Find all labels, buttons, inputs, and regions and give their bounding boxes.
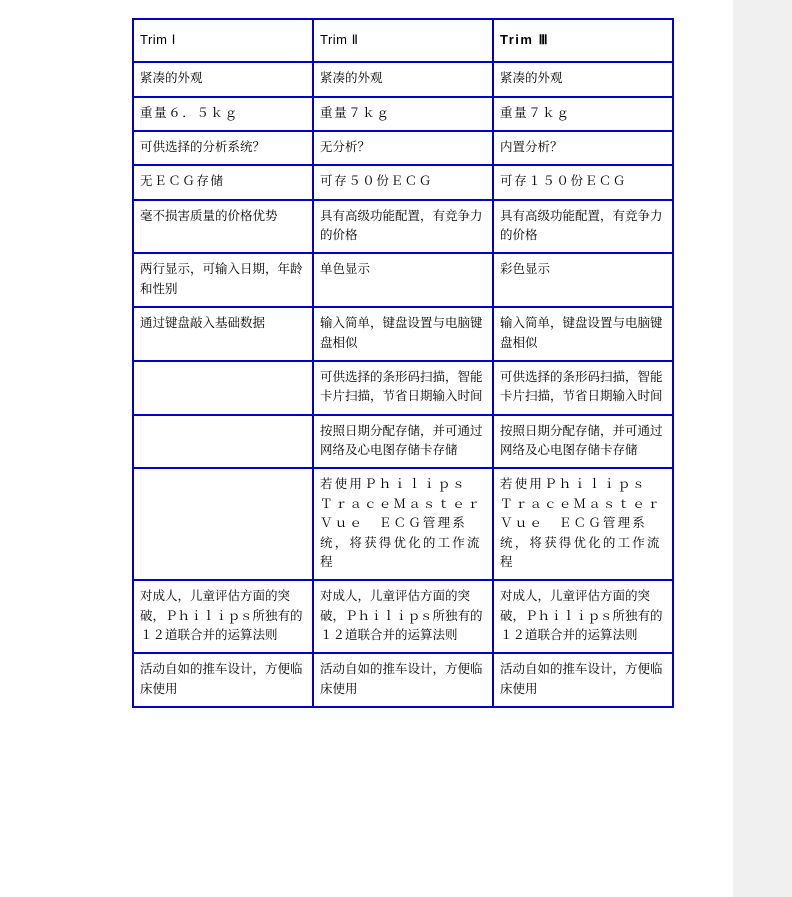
table-row bbox=[133, 253, 673, 307]
cell-input-trim3: 输入简单，键盘设置与电脑键盘相似 bbox=[493, 307, 673, 361]
cell-date-storage-trim1 bbox=[133, 415, 313, 469]
cell-tracemaster-trim1 bbox=[133, 468, 313, 580]
cell-algorithm-trim1: 对成人，儿童评估方面的突破，Ｐｈｉｌｉｐｓ所独有的１２道联合并的运算法则 bbox=[133, 580, 313, 653]
cell-cart-trim3: 活动自如的推车设计，方便临床使用 bbox=[493, 653, 673, 707]
cell-barcode-trim3: 可供选择的条形码扫描，智能卡片扫描，节省日期输入时间 bbox=[493, 361, 673, 415]
cell-cart-trim1: 活动自如的推车设计，方便临床使用 bbox=[133, 653, 313, 707]
table-row bbox=[133, 361, 673, 415]
cell-analysis-trim2: 无分析？ bbox=[313, 131, 493, 165]
cell-price-trim1: 毫不损害质量的价格优势 bbox=[133, 200, 313, 254]
trim-comparison-table bbox=[132, 18, 674, 708]
cell-tracemaster-trim3: 若使用Ｐｈｉｌｉｐｓ ＴｒａｃｅＭａｓｔｅｒＶｕｅ ＥＣＧ管理系统，将获得优化的工作流程 bbox=[493, 468, 673, 580]
cell-cart-trim2: 活动自如的推车设计，方便临床使用 bbox=[313, 653, 493, 707]
cell-tracemaster-trim2: 若使用Ｐｈｉｌｉｐｓ ＴｒａｃｅＭａｓｔｅｒＶｕｅ ＥＣＧ管理系统，将获得优化的工作流程 bbox=[313, 468, 493, 580]
cell-input-trim1: 通过键盘敲入基础数据 bbox=[133, 307, 313, 361]
cell-date-storage-trim3: 按照日期分配存储，并可通过网络及心电图存储卡存储 bbox=[493, 415, 673, 469]
table-row bbox=[133, 97, 673, 131]
cell-display-trim3: 彩色显示 bbox=[493, 253, 673, 307]
cell-ecg-storage-trim2: 可存５０份ＥＣＧ bbox=[313, 165, 493, 199]
cell-barcode-trim1 bbox=[133, 361, 313, 415]
cell-analysis-trim3: 内置分析？ bbox=[493, 131, 673, 165]
cell-appearance-trim2: 紧凑的外观 bbox=[313, 62, 493, 96]
table-row bbox=[133, 307, 673, 361]
cell-display-trim2: 单色显示 bbox=[313, 253, 493, 307]
cell-barcode-trim2: 可供选择的条形码扫描，智能卡片扫描，节省日期输入时间 bbox=[313, 361, 493, 415]
cell-display-trim1: 两行显示，可输入日期，年龄和性别 bbox=[133, 253, 313, 307]
cell-weight-trim3: 重量７ｋｇ bbox=[493, 97, 673, 131]
table-header-row bbox=[133, 19, 673, 62]
cell-input-trim2: 输入简单，键盘设置与电脑键盘相似 bbox=[313, 307, 493, 361]
table-row bbox=[133, 580, 673, 653]
cell-ecg-storage-trim3: 可存１５０份ＥＣＧ bbox=[493, 165, 673, 199]
table-row bbox=[133, 200, 673, 254]
cell-weight-trim1: 重量６．５ｋｇ bbox=[133, 97, 313, 131]
cell-ecg-storage-trim1: 无ＥＣＧ存储 bbox=[133, 165, 313, 199]
column-header-trim-1: Trim Ⅰ bbox=[133, 19, 313, 62]
column-header-trim-3: Trim Ⅲ bbox=[493, 19, 673, 62]
column-header-trim-2: Trim Ⅱ bbox=[313, 19, 493, 62]
cell-algorithm-trim3: 对成人，儿童评估方面的突破，Ｐｈｉｌｉｐｓ所独有的１２道联合并的运算法则 bbox=[493, 580, 673, 653]
table-row bbox=[133, 468, 673, 580]
table-row bbox=[133, 165, 673, 199]
cell-appearance-trim1: 紧凑的外观 bbox=[133, 62, 313, 96]
cell-price-trim2: 具有高级功能配置，有竞争力的价格 bbox=[313, 200, 493, 254]
comparison-table-container bbox=[132, 18, 672, 708]
table-row bbox=[133, 653, 673, 707]
table-row bbox=[133, 131, 673, 165]
table-row bbox=[133, 62, 673, 96]
cell-date-storage-trim2: 按照日期分配存储，并可通过网络及心电图存储卡存储 bbox=[313, 415, 493, 469]
cell-algorithm-trim2: 对成人，儿童评估方面的突破，Ｐｈｉｌｉｐｓ所独有的１２道联合并的运算法则 bbox=[313, 580, 493, 653]
cell-weight-trim2: 重量７ｋｇ bbox=[313, 97, 493, 131]
cell-analysis-trim1: 可供选择的分析系统？ bbox=[133, 131, 313, 165]
cell-price-trim3: 具有高级功能配置，有竞争力的价格 bbox=[493, 200, 673, 254]
cell-appearance-trim3: 紧凑的外观 bbox=[493, 62, 673, 96]
table-row bbox=[133, 415, 673, 469]
page-right-gutter bbox=[733, 0, 792, 897]
